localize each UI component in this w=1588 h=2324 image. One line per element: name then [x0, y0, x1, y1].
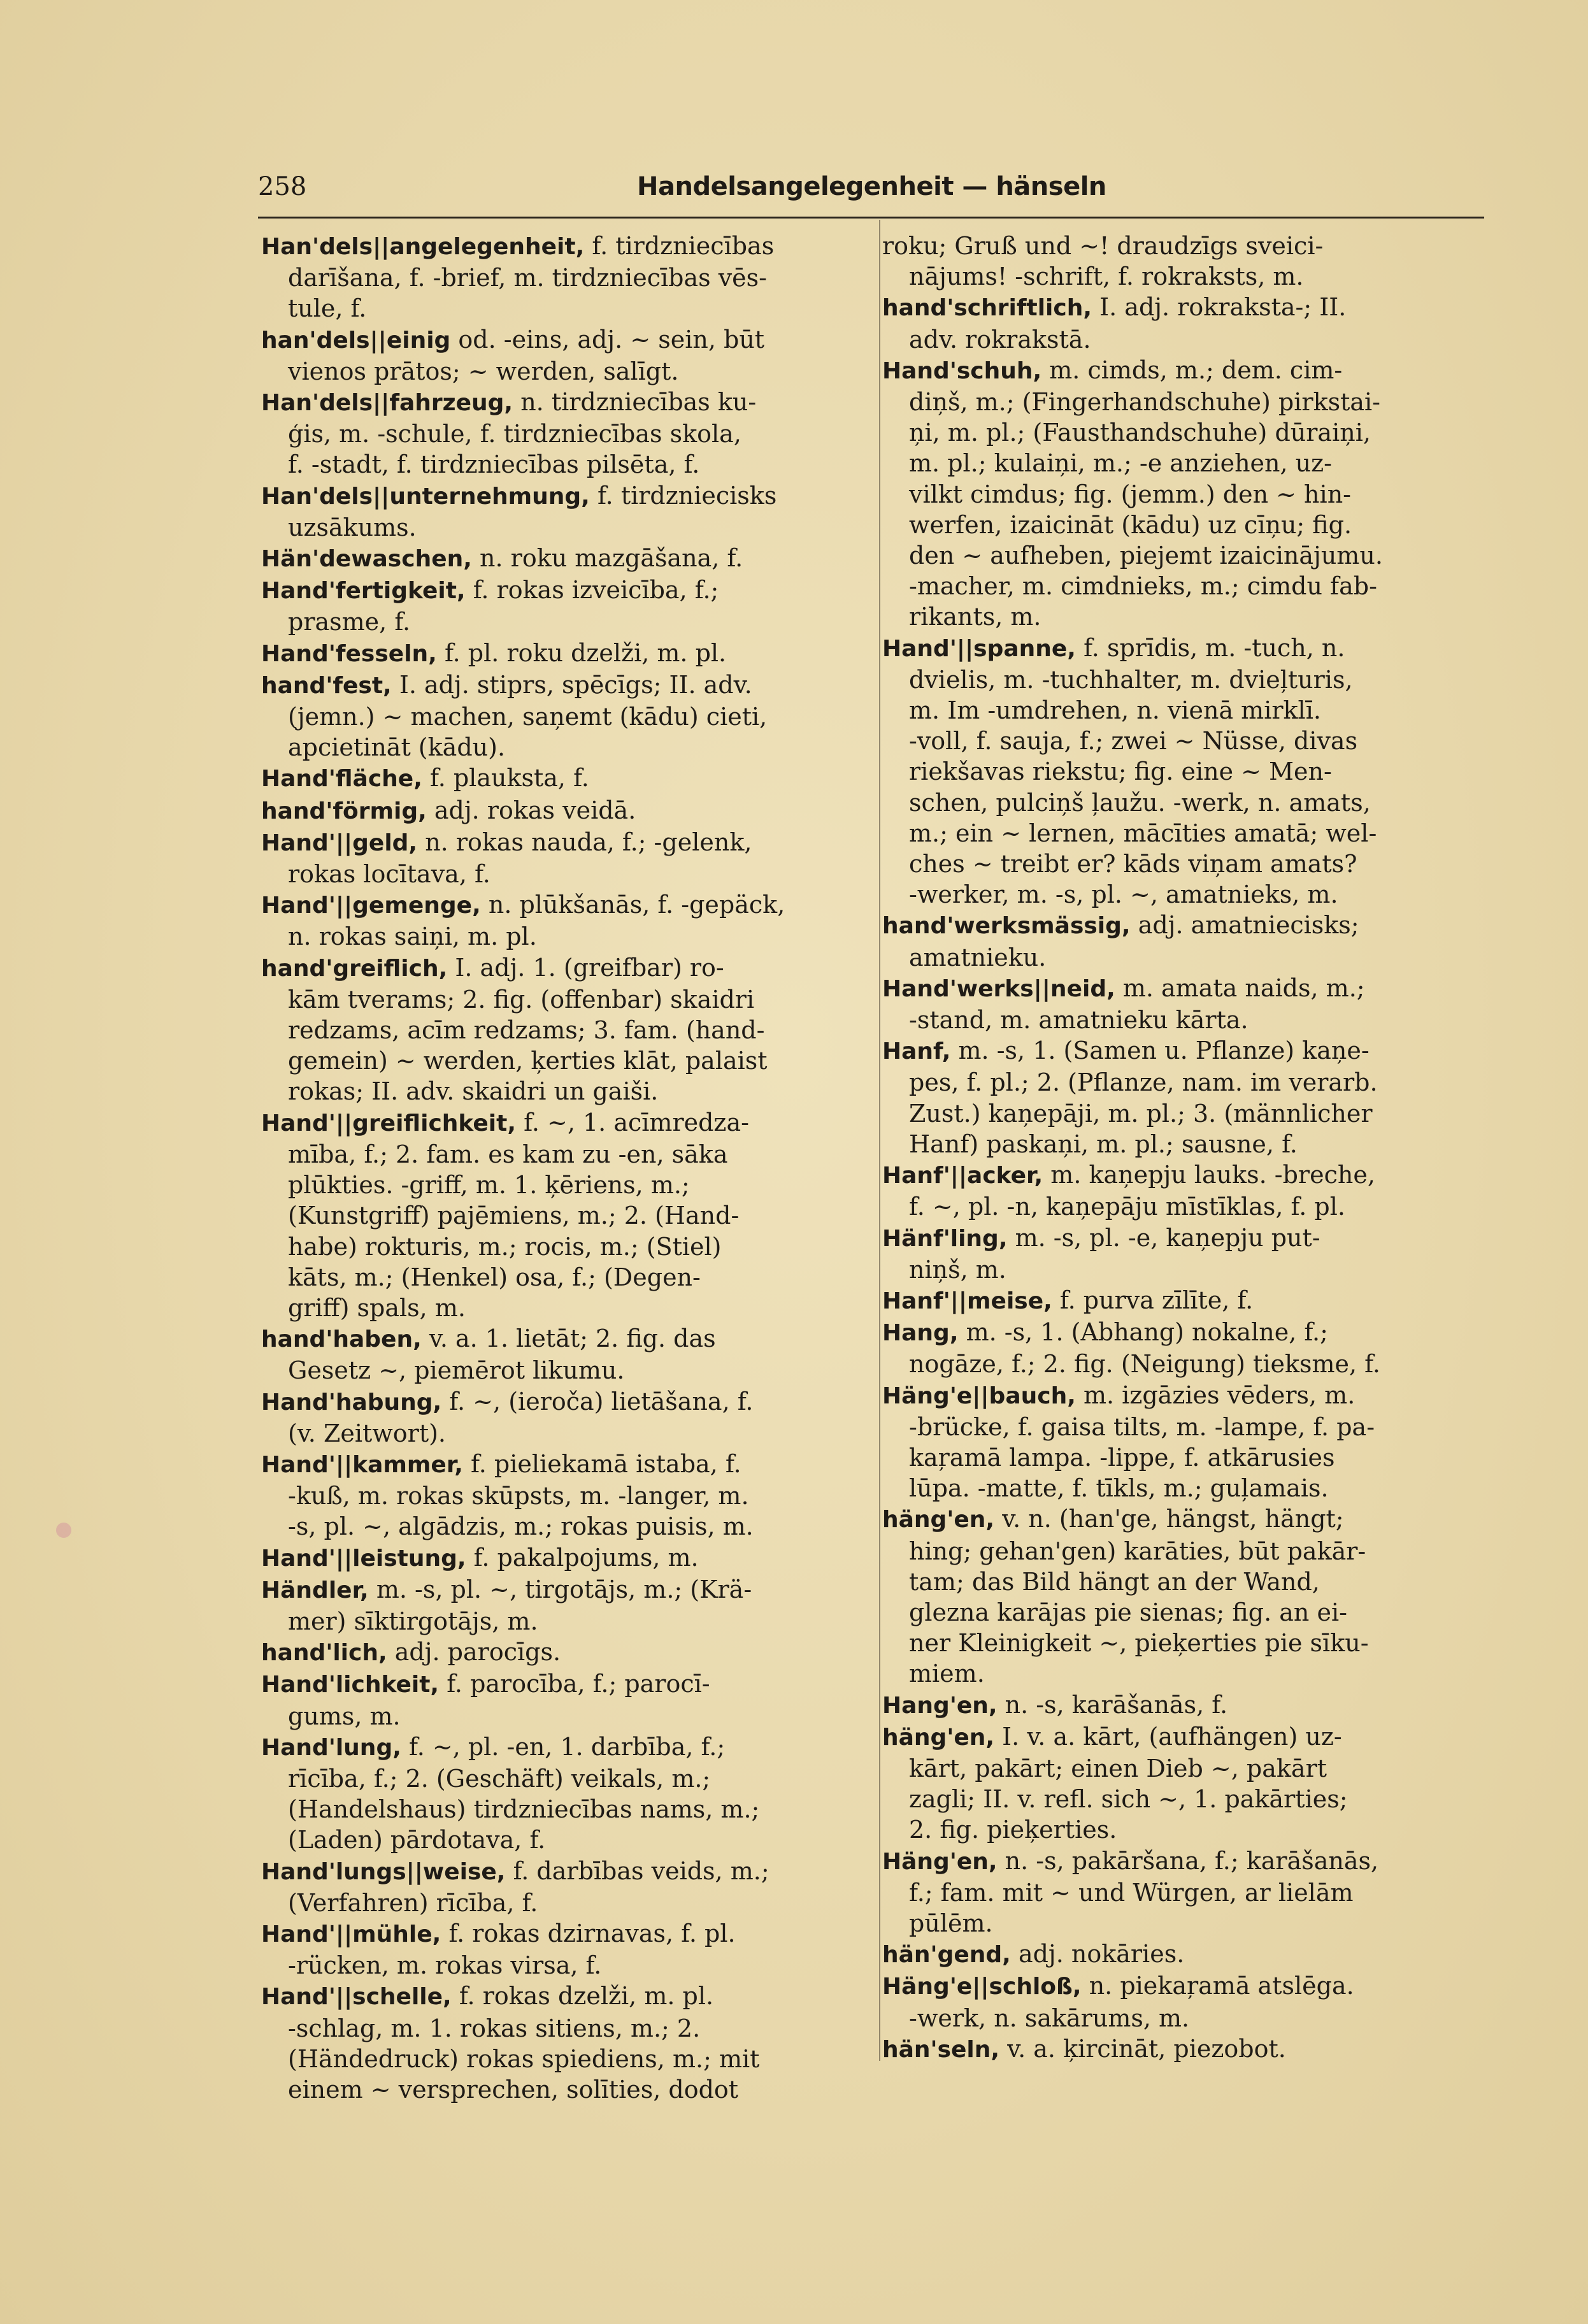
- entry-headword: Hand'||mühle,: [261, 1921, 441, 1947]
- entry-headword: han'dels||einig: [261, 327, 451, 354]
- dictionary-entry: [882, 1689, 1487, 1721]
- dictionary-entry: [261, 795, 866, 827]
- entry-first-line: [261, 231, 866, 262]
- entry-continuation: kām tverams; 2. fig. (offenbar) skaidri: [288, 985, 755, 1014]
- entry-continuation: zagli; II. v. refl. sich ~, 1. pakārties;: [909, 1785, 1348, 1814]
- entry-first-line: [882, 1380, 1487, 1412]
- entry-headword: Hand'lung,: [261, 1734, 401, 1761]
- entry-text: n. plūkšanās, f. -gepäck,: [488, 891, 785, 919]
- entry-first-line: [882, 973, 1487, 1005]
- entry-continuation: -stand, m. amatnieku kārta.: [909, 1006, 1248, 1035]
- entry-headword: Hand'||spanne,: [882, 635, 1076, 662]
- entry-continuation: vienos prātos; ~ werden, salīgt.: [288, 357, 679, 385]
- entry-text: f. ~, (ieroča) lietāšana, f.: [449, 1387, 754, 1416]
- entry-headword: Häng'e||schloß,: [882, 1974, 1082, 2000]
- entry-headword: Hand'lichkeit,: [261, 1672, 440, 1698]
- entry-headword: Hand'||geld,: [261, 829, 418, 856]
- entry-continuation: kārt, pakārt; einen Dieb ~, pakārt: [909, 1754, 1327, 1782]
- dictionary-entry: [261, 1918, 866, 1981]
- entry-headword: Hand'fesseln,: [261, 640, 437, 667]
- entry-text: I. adj. rokraksta-; II.: [1099, 293, 1347, 322]
- entry-continuation: (jemn.) ~ machen, saņemt (kādu) cieti,: [288, 703, 768, 731]
- entry-text: od. -eins, adj. ~ sein, būt: [458, 325, 765, 354]
- entry-continuation: riekšavas riekstu; fig. eine ~ Men-: [909, 757, 1332, 786]
- entry-continuation: rokas locītava, f.: [288, 860, 490, 889]
- entry-first-line: [882, 1970, 1487, 2002]
- entry-headword: häng'en,: [882, 1507, 995, 1533]
- entry-headword: Hand'fertigkeit,: [261, 578, 466, 605]
- dictionary-entry: [261, 480, 866, 543]
- entry-continuation: den ~ aufheben, piejemt izaicinājumu.: [909, 542, 1383, 570]
- entry-text: f. rokas dzirnavas, f. pl.: [448, 1919, 736, 1947]
- entry-text: f. pieliekamā istaba, f.: [471, 1449, 741, 1478]
- entry-continuation: rikants, m.: [909, 603, 1041, 631]
- entry-text: m. -s, pl. -e, kaņepju put-: [1015, 1223, 1320, 1252]
- dictionary-entry: [261, 1323, 866, 1386]
- entry-text: v. a. ķircināt, piezobot.: [1007, 2034, 1286, 2063]
- entry-headword: Hän'dewaschen,: [261, 546, 472, 573]
- entry-continuation: n. rokas saiņi, m. pl.: [288, 922, 537, 951]
- dictionary-entry: [261, 575, 866, 637]
- dictionary-entry: [882, 2034, 1487, 2065]
- dictionary-entry: [261, 1668, 866, 1731]
- entry-continuation: ņi, m. pl.; (Fausthandschuhe) dūraiņi,: [909, 419, 1371, 447]
- entry-headword: Hand'habung,: [261, 1389, 442, 1416]
- entry-continuation: adv. rokrakstā.: [909, 325, 1091, 354]
- entry-headword: Hand'||greiflichkeit,: [261, 1110, 517, 1137]
- column-divider: [879, 220, 880, 2061]
- entry-text: f. pl. roku dzelži, m. pl.: [444, 638, 727, 667]
- dictionary-entry: [261, 1449, 866, 1542]
- entry-first-line: [882, 1035, 1487, 1067]
- dictionary-entry: [882, 1939, 1487, 1970]
- entry-text: adj. parocīgs.: [394, 1638, 561, 1667]
- entry-first-line: [261, 480, 866, 512]
- entry-text: m. amata naids, m.;: [1122, 973, 1365, 1002]
- entry-continuation: -voll, f. sauja, f.; zwei ~ Nüsse, divas: [909, 727, 1358, 756]
- dictionary-entry: [261, 231, 866, 324]
- entry-continuation: einem ~ versprechen, solīties, dodot: [288, 2075, 739, 2104]
- entry-first-line: [261, 889, 866, 921]
- entry-headword: hand'förmig,: [261, 798, 427, 824]
- entry-headword: häng'en,: [882, 1724, 995, 1751]
- entry-first-line: [261, 1449, 866, 1481]
- entry-continuation: griff) spals, m.: [288, 1293, 466, 1322]
- entry-first-line: [261, 1542, 866, 1574]
- entry-first-line: [261, 1668, 866, 1700]
- entry-text: adj. rokas veidā.: [434, 796, 636, 824]
- entry-headword: hand'werksmässig,: [882, 913, 1131, 940]
- entry-continuation: -s, pl. ~, algādzis, m.; rokas puisis, m.: [288, 1512, 754, 1541]
- entry-continuation: diņš, m.; (Fingerhandschuhe) pirkstai-: [909, 388, 1381, 417]
- entry-text: f. rokas dzelži, m. pl.: [459, 1982, 714, 2011]
- entry-continuation: (Verfahren) rīcība, f.: [288, 1888, 538, 1917]
- entry-continuation: tule, f.: [288, 294, 367, 323]
- entry-continuation: -rücken, m. rokas virsa, f.: [288, 1951, 602, 1980]
- page-number: 258: [258, 172, 307, 201]
- dictionary-entry: [882, 633, 1487, 910]
- entry-text: v. a. 1. lietāt; 2. fig. das: [429, 1324, 716, 1353]
- entry-continuation: uzsākums.: [288, 513, 417, 542]
- running-head: Handelsangelegenheit — hänseln: [637, 172, 1106, 201]
- entry-first-line: [261, 638, 866, 670]
- entry-continuation: -werk, n. sakārums, m.: [909, 2004, 1190, 2032]
- entry-continuation: -werker, m. -s, pl. ~, amatnieks, m.: [909, 880, 1338, 909]
- dictionary-entry: [882, 1285, 1487, 1317]
- entry-continuation: rokas; II. adv. skaidri un gaiši.: [288, 1077, 659, 1106]
- entry-text: I. adj. stiprs, spēcīgs; II. adv.: [399, 670, 752, 699]
- entry-text: f. rokas izveicība, f.;: [473, 576, 719, 605]
- dictionary-entry: [261, 889, 866, 952]
- entry-first-line: [882, 231, 1487, 261]
- entry-headword: Hand'schuh,: [882, 357, 1042, 384]
- dictionary-entry: [261, 387, 866, 480]
- dictionary-entry: [261, 1542, 866, 1574]
- dictionary-entry: [882, 973, 1487, 1035]
- entry-text: f. tirdzniecisks: [597, 481, 777, 510]
- entry-headword: Hand'||gemenge,: [261, 893, 481, 919]
- entry-first-line: [882, 1503, 1487, 1535]
- entry-headword: Hand'||leistung,: [261, 1545, 466, 1572]
- entry-continuation: redzams, acīm redzams; 3. fam. (hand-: [288, 1016, 765, 1045]
- entry-headword: Han'dels||angelegenheit,: [261, 234, 585, 260]
- dictionary-entry: [882, 1503, 1487, 1689]
- entry-first-line: [261, 1856, 866, 1888]
- entry-first-line: [261, 1732, 866, 1763]
- entry-text: m. -s, pl. ~, tirgotājs, m.; (Krä-: [376, 1575, 752, 1603]
- entry-first-line: [882, 1721, 1487, 1753]
- entry-continuation: rīcība, f.; 2. (Geschäft) veikals, m.;: [288, 1764, 711, 1793]
- dictionary-entry: [261, 827, 866, 889]
- entry-headword: hand'fest,: [261, 672, 392, 699]
- entry-text: m. kaņepju lauks. -breche,: [1050, 1161, 1375, 1189]
- entry-continuation: f.; fam. mit ~ und Würgen, ar lielām: [909, 1878, 1354, 1907]
- entry-continuation: gums, m.: [288, 1702, 401, 1730]
- entry-text: f. darbības veids, m.;: [513, 1856, 769, 1885]
- entry-headword: Hand'werks||neid,: [882, 975, 1115, 1002]
- dictionary-entry: [261, 952, 866, 1107]
- entry-continuation: (v. Zeitwort).: [288, 1419, 447, 1447]
- entry-headword: hand'schriftlich,: [882, 295, 1092, 322]
- right-column: [882, 231, 1487, 2065]
- entry-first-line: [882, 1689, 1487, 1721]
- entry-first-line: [261, 1574, 866, 1606]
- entry-text: m. cimds, m.; dem. cim-: [1049, 355, 1343, 384]
- entry-first-line: [882, 1223, 1487, 1254]
- entry-continuation: hing; gehan'gen) karāties, būt pakār-: [909, 1537, 1366, 1565]
- entry-headword: hän'gend,: [882, 1942, 1011, 1969]
- entry-continuation: plūkties. -griff, m. 1. ķēriens, m.;: [288, 1171, 690, 1200]
- entry-headword: hän'seln,: [882, 2036, 1000, 2063]
- entry-continuation: 2. fig. pieķerties.: [909, 1816, 1117, 1844]
- entry-continuation: miem.: [909, 1660, 985, 1688]
- entry-text: m. -s, 1. (Abhang) nokalne, f.;: [966, 1318, 1328, 1347]
- entry-continuation: Zust.) kaņepāji, m. pl.; 3. (männlicher: [909, 1099, 1373, 1128]
- entry-continuation: nājums! -schrift, f. rokraksts, m.: [909, 262, 1304, 291]
- dictionary-entry: [261, 543, 866, 575]
- dictionary-entry: [882, 292, 1487, 354]
- entry-text: f. purva zīlīte, f.: [1059, 1286, 1254, 1314]
- entry-continuation: f. -stadt, f. tirdzniecības pilsēta, f.: [288, 450, 700, 479]
- dictionary-entry: [882, 1317, 1487, 1379]
- entry-continuation: m.; ein ~ lernen, mācīties amatā; wel-: [909, 819, 1377, 847]
- entry-text: m. -s, 1. (Samen u. Pflanze) kaņe-: [958, 1036, 1370, 1065]
- entry-headword: Hang,: [882, 1320, 959, 1347]
- entry-first-line: [882, 633, 1487, 664]
- entry-continuation: werfen, izaicināt (kādu) uz cīņu; fig.: [909, 510, 1352, 539]
- entry-text: f. tirdzniecības: [592, 232, 775, 260]
- entry-first-line: [261, 324, 866, 356]
- entry-continuation: nogāze, f.; 2. fig. (Neigung) tieksme, f.: [909, 1350, 1380, 1379]
- entry-first-line: [261, 575, 866, 606]
- entry-first-line: [261, 543, 866, 575]
- entry-continuation: (Laden) pārdotava, f.: [288, 1826, 546, 1854]
- entry-headword: Hand'fläche,: [261, 766, 422, 793]
- entry-text: f. plaukstа, f.: [429, 764, 589, 793]
- dictionary-entry: [261, 1981, 866, 2105]
- entry-continuation: f. ~, pl. -n, kaņepāju mīstīklas, f. pl.: [909, 1193, 1345, 1221]
- entry-text: n. tirdzniecības ku-: [520, 388, 757, 417]
- entry-text: f. parocība, f.; parocī-: [447, 1670, 710, 1698]
- entry-first-line: [261, 1386, 866, 1418]
- entry-continuation: ches ~ treibt er? kāds viņam amats?: [909, 850, 1357, 879]
- entry-first-line: [261, 1323, 866, 1355]
- entry-first-line: [261, 670, 866, 701]
- entry-headword: Hanf,: [882, 1038, 951, 1065]
- dictionary-entry: [261, 763, 866, 794]
- dictionary-entry: [261, 324, 866, 387]
- entry-text: I. v. a. kārt, (aufhängen) uz-: [1002, 1722, 1342, 1751]
- entry-first-line: [882, 1939, 1487, 1970]
- entry-text: n. -s, karāšanās, f.: [1005, 1690, 1228, 1719]
- entry-headword: Hand'lungs||weise,: [261, 1858, 506, 1885]
- entry-continuation: darīšana, f. -brief, m. tirdzniecības vēs-: [288, 264, 767, 292]
- entry-text: f. sprīdis, m. -tuch, n.: [1084, 633, 1345, 662]
- left-column: [261, 231, 866, 2105]
- entry-continuation: kāts, m.; (Henkel) osa, f.; (Degen-: [288, 1263, 701, 1291]
- entry-continuation: -schlag, m. 1. rokas sitiens, m.; 2.: [288, 2014, 701, 2042]
- entry-text: f. pakalpojums, m.: [473, 1543, 699, 1572]
- paper-stain: [56, 1523, 71, 1538]
- dictionary-entry: [882, 910, 1487, 972]
- dictionary-entry: [261, 638, 866, 670]
- entry-first-line: [261, 1981, 866, 2012]
- entry-continuation: m. Im -umdrehen, n. vienā mirklī.: [909, 696, 1321, 725]
- entry-text: roku; Gruß und ~! draudzīgs sveici-: [882, 232, 1324, 260]
- dictionary-entry: [882, 1035, 1487, 1159]
- entry-continuation: ģis, m. -schule, f. tirdzniecības skola,: [288, 420, 741, 448]
- entry-continuation: habe) rokturis, m.; rocis, m.; (Stiel): [288, 1232, 722, 1261]
- entry-text: f. ~, 1. acīmredza-: [524, 1108, 749, 1137]
- entry-continuation: kaŗamā lampa. -lippe, f. atkārusies: [909, 1443, 1335, 1472]
- entry-first-line: [261, 1637, 866, 1668]
- dictionary-entry: [882, 1721, 1487, 1846]
- entry-first-line: [261, 795, 866, 827]
- entry-continuation: prasme, f.: [288, 608, 411, 636]
- entry-continuation: (Kunstgriff) pajēmiens, m.; 2. (Hand-: [288, 1201, 740, 1230]
- dictionary-entry: [882, 231, 1487, 292]
- entry-first-line: [261, 1918, 866, 1950]
- entry-continuation: vilkt cimdus; fig. (jemm.) den ~ hin-: [909, 480, 1352, 508]
- entry-text: I. adj. 1. (greifbar) ro-: [455, 953, 724, 982]
- entry-continuation: m. pl.; kulaiņi, m.; -e anziehen, uz-: [909, 449, 1332, 478]
- entry-continuation: ner Kleinigkeit ~, pieķerties pie sīku-: [909, 1629, 1369, 1658]
- entry-continuation: glezna karājas pie sienas; fig. an ei-: [909, 1598, 1347, 1626]
- entry-first-line: [261, 827, 866, 859]
- entry-text: adj. amatniecisks;: [1138, 911, 1359, 940]
- entry-continuation: Gesetz ~, piemērot likumu.: [288, 1356, 625, 1385]
- entry-continuation: lūpa. -matte, f. tīkls, m.; guļamais.: [909, 1474, 1329, 1503]
- entry-headword: Hang'en,: [882, 1692, 998, 1719]
- entry-headword: Hänf'ling,: [882, 1225, 1008, 1252]
- entry-continuation: dvielis, m. -tuchhalter, m. dvieļturis,: [909, 665, 1353, 694]
- entry-first-line: [261, 387, 866, 419]
- entry-first-line: [261, 1107, 866, 1139]
- entry-continuation: schen, pulciņš ļaužu. -werk, n. amats,: [909, 788, 1371, 817]
- dictionary-entry: [261, 1637, 866, 1668]
- header-rule: [258, 217, 1484, 219]
- entry-first-line: [261, 763, 866, 794]
- entry-headword: Häng'en,: [882, 1848, 998, 1875]
- page-header: [258, 172, 1385, 210]
- entry-continuation: (Händedruck) rokas spiediens, m.; mit: [288, 2044, 760, 2073]
- entry-first-line: [882, 1317, 1487, 1349]
- entry-continuation: amatnieku.: [909, 943, 1047, 972]
- dictionary-entry: [261, 670, 866, 763]
- entry-continuation: Hanf) paskaņi, m. pl.; sausne, f.: [909, 1130, 1298, 1158]
- entry-headword: Händler,: [261, 1577, 369, 1603]
- entry-continuation: -kuß, m. rokas skūpsts, m. -langer, m.: [288, 1482, 749, 1510]
- entry-first-line: [882, 2034, 1487, 2065]
- entry-text: n. rokas nauda, f.; -gelenk,: [425, 828, 752, 856]
- entry-continuation: gemein) ~ werden, ķerties klāt, palaist: [288, 1047, 768, 1075]
- dictionary-entry: [261, 1732, 866, 1856]
- dictionary-entry: [882, 355, 1487, 633]
- entry-headword: hand'lich,: [261, 1640, 387, 1667]
- entry-continuation: niņš, m.: [909, 1255, 1006, 1284]
- entry-headword: Häng'e||bauch,: [882, 1382, 1076, 1409]
- entry-continuation: tam; das Bild hängt an der Wand,: [909, 1567, 1320, 1596]
- dictionary-entry: [882, 1970, 1487, 2033]
- entry-headword: hand'haben,: [261, 1326, 422, 1353]
- dictionary-entry: [261, 1574, 866, 1637]
- dictionary-entry: [261, 1107, 866, 1323]
- entry-continuation: -macher, m. cimdnieks, m.; cimdu fab-: [909, 572, 1377, 601]
- dictionary-entry: [882, 1159, 1487, 1222]
- dictionary-entry: [882, 1380, 1487, 1504]
- entry-headword: Han'dels||unternehmung,: [261, 483, 590, 510]
- entry-text: v. n. (han'ge, hängst, hängt;: [1002, 1505, 1344, 1533]
- dictionary-entry: [882, 1846, 1487, 1939]
- entry-text: n. roku mazgāšana, f.: [480, 544, 743, 573]
- entry-first-line: [882, 292, 1487, 324]
- entry-continuation: apcietināt (kādu).: [288, 733, 506, 762]
- entry-first-line: [882, 1846, 1487, 1877]
- entry-continuation: pūlēm.: [909, 1909, 993, 1937]
- entry-continuation: mība, f.; 2. fam. es kam zu -en, sāka: [288, 1140, 728, 1168]
- entry-continuation: mer) sīktirgotājs, m.: [288, 1607, 538, 1635]
- entry-headword: Hand'||kammer,: [261, 1451, 463, 1478]
- entry-first-line: [882, 910, 1487, 942]
- entry-first-line: [261, 952, 866, 984]
- entry-first-line: [882, 1159, 1487, 1191]
- entry-first-line: [882, 355, 1487, 387]
- entry-first-line: [882, 1285, 1487, 1317]
- entry-headword: Hanf'||acker,: [882, 1163, 1043, 1189]
- entry-headword: Hanf'||meise,: [882, 1288, 1052, 1314]
- entry-continuation: (Handelshaus) tirdzniecības nams, m.;: [288, 1795, 760, 1824]
- entry-text: adj. nokāries.: [1018, 1940, 1185, 1969]
- entry-headword: hand'greiflich,: [261, 955, 448, 982]
- entry-headword: Han'dels||fahrzeug,: [261, 390, 513, 417]
- entry-text: m. izgāzies vēders, m.: [1083, 1381, 1356, 1409]
- entry-text: f. ~, pl. -en, 1. darbība, f.;: [408, 1732, 726, 1761]
- entry-continuation: pes, f. pl.; 2. (Pflanze, nam. im verarb.: [909, 1068, 1378, 1097]
- dictionary-entry: [261, 1856, 866, 1918]
- dictionary-entry: [882, 1223, 1487, 1285]
- entry-headword: Hand'||schelle,: [261, 1984, 452, 2011]
- entry-continuation: -brücke, f. gaisa tilts, m. -lampe, f. pa-: [909, 1412, 1375, 1441]
- dictionary-entry: [261, 1386, 866, 1449]
- entry-text: n. piekaŗamā atslēga.: [1089, 1972, 1354, 2000]
- entry-text: n. -s, pakāršana, f.; karāšanās,: [1005, 1846, 1379, 1875]
